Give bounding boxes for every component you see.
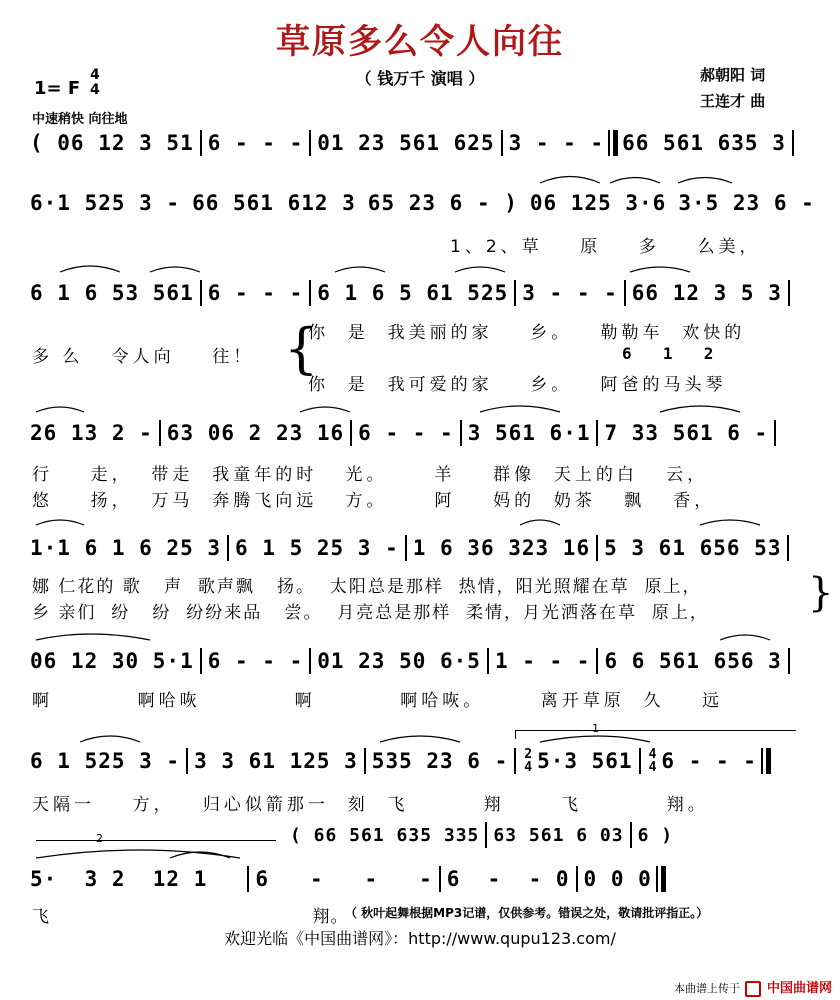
lyrics-line: 1、2、草 原 多 么美， <box>450 237 761 257</box>
verse-brace: { <box>284 317 319 380</box>
tempo-marking: 中速稍快 向往地 <box>32 112 128 127</box>
measure: 7 33 561 6 - <box>604 421 769 445</box>
slur <box>630 267 690 272</box>
slur <box>380 736 460 742</box>
lyrics-line: 啊 啊哈咴 啊 啊哈咴。 离开草原 久 远 <box>32 691 724 711</box>
slur <box>700 520 760 525</box>
lyrics-line: 飞 翔。 <box>32 907 349 927</box>
lyrics-line-verse-2: 乡 亲们 纷 纷 纷纷来品 尝。 月亮总是那样 柔情，月光洒落在草 原上， <box>32 603 709 623</box>
slur <box>610 178 660 184</box>
slur <box>335 267 385 272</box>
slur <box>36 407 84 412</box>
site-logo-text: 中国曲谱网 <box>766 981 832 996</box>
measure: 3 - - - <box>522 281 618 305</box>
measure: 06 125 3·6 <box>529 191 667 215</box>
measure: 01 23 561 625 <box>317 131 495 155</box>
slur <box>60 266 120 272</box>
upload-credit <box>674 977 832 997</box>
slur <box>150 267 200 272</box>
site-logo-icon <box>745 981 761 997</box>
time-top: 4 <box>90 67 100 83</box>
slur <box>36 850 240 858</box>
measure: 63 06 2 23 16 <box>166 421 345 445</box>
lyrics-line-verse-2: 你 是 我可爱的家 乡。 阿爸的马头琴 <box>308 375 727 395</box>
verse-brace-right: } <box>808 570 834 616</box>
measure: 1 6 36 323 16 <box>412 536 591 560</box>
measure: 26 13 2 - <box>30 421 153 445</box>
lyrics-line: 天隔一 方， 归心似箭那一 刻 飞 翔 飞 翔。 <box>32 795 709 815</box>
measure: 6 - - - <box>207 649 304 673</box>
lyricist-credit: 郝朝阳 词 <box>700 66 766 84</box>
singer-credit: （ 钱万千 演唱 ） <box>355 69 485 88</box>
ts-bottom: 4 <box>524 760 534 775</box>
measure: 01 23 50 6·5 <box>317 649 481 673</box>
lyrics-line-verse-1: 行 走， 带走 我童年的时 光。 羊 群像 天上的白 云， <box>32 465 709 485</box>
measure: 6 6 561 656 3 <box>604 649 782 673</box>
lyrics-line-verse-1: 娜 仁花的 歌 声 歌声飘 扬。 太阳总是那样 热情，阳光照耀在草 原上， <box>32 577 702 597</box>
measure: 5 3 61 656 53 <box>604 536 782 560</box>
measure: 6 - - - <box>255 867 433 891</box>
key-signature: 1= F <box>34 78 81 99</box>
measure: 6 - - - <box>358 421 454 445</box>
measure: 6 - - - <box>661 749 757 773</box>
ts-top: 4 <box>648 747 658 762</box>
time-bottom: 4 <box>90 82 100 98</box>
measure: 6 1 6 53 561 <box>30 281 194 305</box>
measure: 535 23 6 - <box>371 749 509 773</box>
slur <box>678 178 732 184</box>
measure: 3·5 23 6 - <box>678 191 815 215</box>
slur <box>300 407 350 412</box>
slur <box>660 406 740 412</box>
measure: 06 12 30 5·1 <box>30 649 194 673</box>
measure: 6 1 5 25 3 - <box>235 536 399 560</box>
measure: 3 - - - <box>508 131 605 155</box>
measure: 6 1 525 3 - <box>30 749 181 773</box>
slur <box>540 177 600 184</box>
measure: 6 ) <box>637 824 674 846</box>
measure: 6·1 525 3 - <box>30 191 181 215</box>
lyrics-line-verse-2: 悠 扬， 万马 奔腾飞向远 方。 阿 妈的 奶茶 飘 香， <box>32 491 716 511</box>
transcription-note: （ 秋叶起舞根据MP3记谱，仅供参考。错误之处，敬请批评指正。） <box>345 906 709 920</box>
measure: 3 561 6·1 <box>467 421 591 445</box>
measure: 6 - - 0 <box>446 867 570 891</box>
second-ending-number: 2 <box>96 832 103 845</box>
lyrics-line: 多 么 令人向 往！ <box>32 347 255 367</box>
alternate-notes: 6 1 2 <box>622 344 718 363</box>
measure: 6 - - - <box>207 281 304 305</box>
ts-bottom: 4 <box>648 760 658 775</box>
slur <box>80 736 140 742</box>
composer-credit: 王连才 曲 <box>700 92 766 110</box>
measure: 63 561 6 03 <box>493 824 624 846</box>
upload-label: 本曲谱上传于 <box>673 982 740 995</box>
measure: 0 0 0 <box>583 867 652 891</box>
measure: 1 - - - <box>494 649 591 673</box>
slur <box>520 520 560 525</box>
slur <box>480 406 560 412</box>
song-title: 草原多么令人向往 <box>276 22 564 62</box>
measure: 1·1 6 1 6 25 3 <box>30 536 222 560</box>
slur <box>36 520 84 525</box>
measure: 65 23 6 - ) <box>367 191 518 215</box>
measure: 3 3 61 125 3 <box>194 749 358 773</box>
site-link[interactable]: 欢迎光临《中国曲谱网》：http://www.qupu123.com/ <box>224 929 616 948</box>
measure: 66 561 612 3 <box>192 191 356 215</box>
ts-top: 2 <box>524 747 534 762</box>
measure: 6 - - - <box>207 131 304 155</box>
measure: 66 561 635 3 <box>622 131 786 155</box>
first-ending-number: 1 <box>592 722 599 735</box>
lyrics-line-verse-1: 你 是 我美丽的家 乡。 勒勒车 欢快的 <box>308 323 746 343</box>
slur <box>540 736 650 742</box>
measure: 6 1 6 5 61 525 <box>317 281 509 305</box>
measure: ( 66 561 635 335 <box>290 824 480 846</box>
measure: 5·3 561 <box>537 749 633 773</box>
slur <box>455 267 505 272</box>
measure: 66 12 3 5 3 <box>631 281 782 305</box>
slur <box>720 635 770 640</box>
measure: ( 06 12 3 51 <box>30 131 194 155</box>
measure: 5· 3 2 12 1 <box>30 867 208 891</box>
slur <box>36 634 150 640</box>
